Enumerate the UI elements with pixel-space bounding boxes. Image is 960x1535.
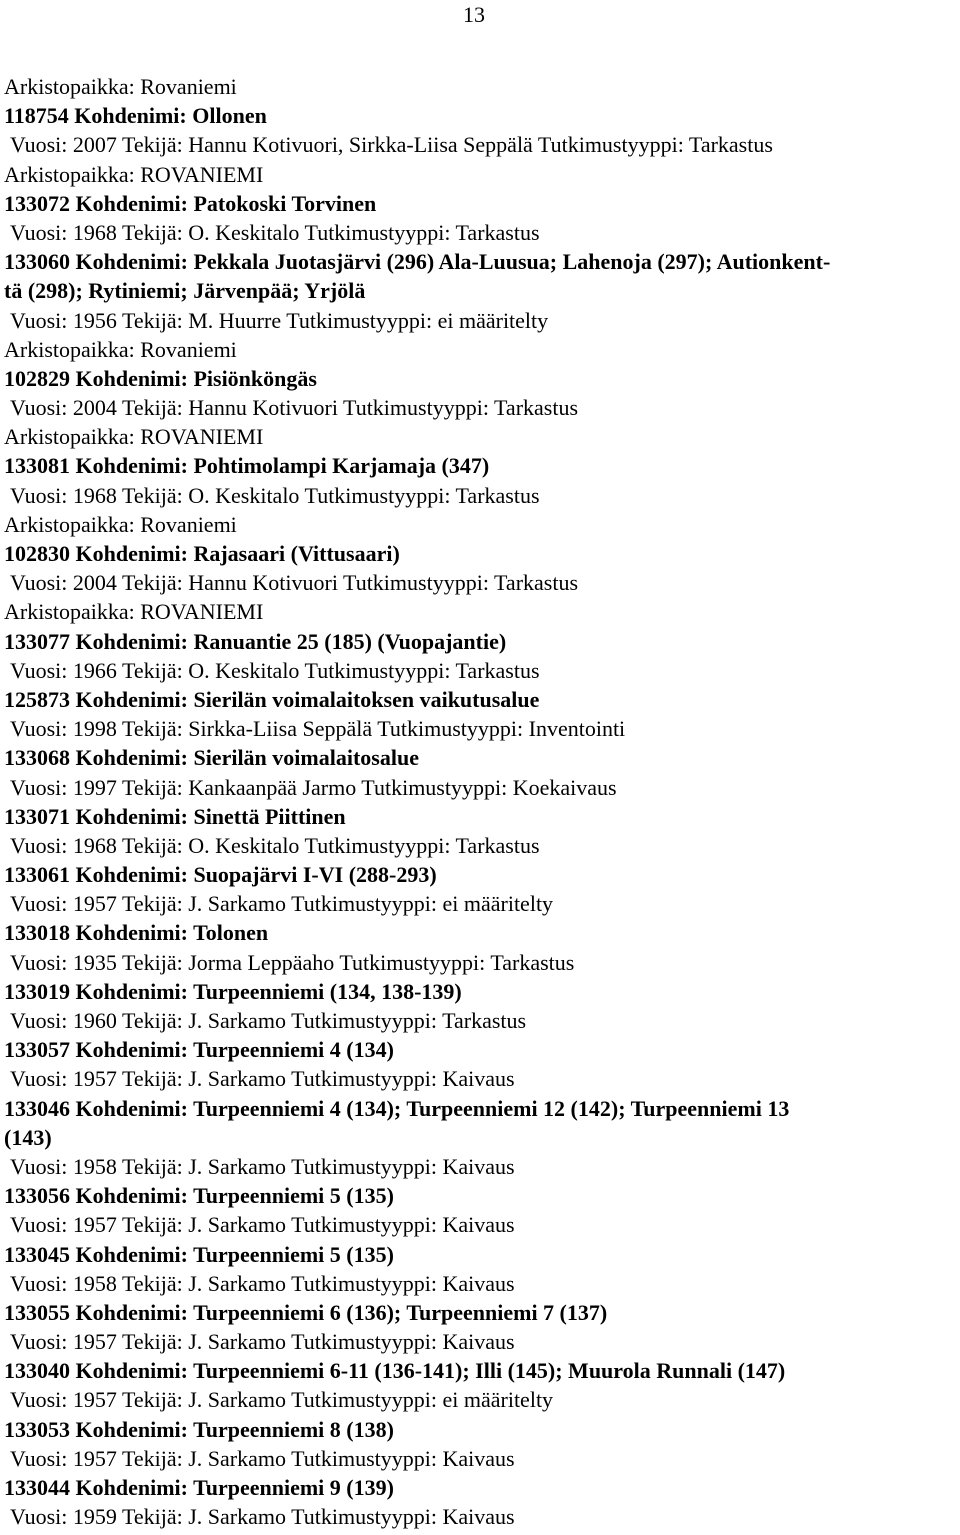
record-title: 133040 Kohdenimi: Turpeenniemi 6-11 (136-141); Illi (145); Muurola Runnali (147): [4, 1358, 786, 1384]
record-title: 133056 Kohdenimi: Turpeenniemi 5 (135): [4, 1183, 394, 1209]
record-meta: Vuosi: 1958 Tekijä: J. Sarkamo Tutkimustyyppi: Kaivaus: [10, 1270, 515, 1296]
record-title: 133081 Kohdenimi: Pohtimolampi Karjamaja (347): [4, 453, 490, 479]
archive-location: Arkistopaikka: ROVANIEMI: [4, 161, 264, 187]
record-title: 102830 Kohdenimi: Rajasaari (Vittusaari): [4, 541, 400, 566]
record-title: 133019 Kohdenimi: Turpeenniemi (134, 138-139): [4, 978, 462, 1004]
record-title: 133044 Kohdenimi: Turpeenniemi 9 (139): [4, 1475, 394, 1500]
record-meta: Vuosi: 1960 Tekijä: J. Sarkamo Tutkimustyyppi: Tarkastus: [10, 1008, 527, 1033]
record-meta: Vuosi: 2004 Tekijä: Hannu Kotivuori Tutkimustyyppi: Tarkastus: [10, 395, 579, 421]
record-title: 133055 Kohdenimi: Turpeenniemi 6 (136); Turpeenniemi 7 (137): [4, 1299, 608, 1325]
archive-location: Arkistopaikka: Rovaniemi: [4, 74, 237, 99]
archive-location: Arkistopaikka: ROVANIEMI: [4, 424, 264, 450]
record-title: 133071 Kohdenimi: Sinettä Piittinen: [4, 803, 346, 829]
record-title: 118754 Kohdenimi: Ollonen: [4, 103, 267, 129]
record-title: 133057 Kohdenimi: Turpeenniemi 4 (134): [4, 1037, 394, 1063]
record-meta: Vuosi: 1957 Tekijä: J. Sarkamo Tutkimustyyppi: Kaivaus: [10, 1066, 515, 1092]
record-meta: Vuosi: 1968 Tekijä: O. Keskitalo Tutkimustyyppi: Tarkastus: [10, 482, 540, 508]
record-meta: Vuosi: 1959 Tekijä: J. Sarkamo Tutkimustyyppi: Kaivaus: [10, 1504, 515, 1530]
record-list: [0, 72, 960, 1531]
record-meta: Vuosi: 1957 Tekijä: J. Sarkamo Tutkimustyyppi: Kaivaus: [10, 1212, 515, 1238]
archive-location: Arkistopaikka: Rovaniemi: [4, 511, 237, 537]
record-title: 125873 Kohdenimi: Sierilän voimalaitoksen vaikutusalue: [4, 686, 540, 712]
record-title: 133018 Kohdenimi: Tolonen: [4, 920, 269, 946]
record-title: 133060 Kohdenimi: Pekkala Juotasjärvi (296) Ala-Luusua; Lahenoja (297); Autionkent-: [4, 249, 831, 275]
record-title: 102829 Kohdenimi: Pisiönköngäs: [4, 365, 317, 391]
record-title: 133045 Kohdenimi: Turpeenniemi 5 (135): [4, 1241, 394, 1267]
record-title: tä (298); Rytiniemi; Järvenpää; Yrjölä: [4, 278, 366, 304]
record-meta: Vuosi: 2007 Tekijä: Hannu Kotivuori, Sirkka-Liisa Seppälä Tutkimustyyppi: Tarkastus: [10, 132, 773, 158]
record-meta: Vuosi: 1957 Tekijä: J. Sarkamo Tutkimustyyppi: ei määritelty: [10, 891, 554, 917]
record-title: 133068 Kohdenimi: Sierilän voimalaitosalue: [4, 745, 419, 771]
archive-location: Arkistopaikka: ROVANIEMI: [4, 599, 264, 625]
page-number: 13: [463, 2, 485, 27]
record-title: 133072 Kohdenimi: Patokoski Torvinen: [4, 190, 377, 216]
record-title: 133053 Kohdenimi: Turpeenniemi 8 (138): [4, 1416, 394, 1442]
record-meta: Vuosi: 1997 Tekijä: Kankaanpää Jarmo Tutkimustyyppi: Koekaivaus: [10, 774, 617, 800]
record-meta: Vuosi: 1968 Tekijä: O. Keskitalo Tutkimustyyppi: Tarkastus: [10, 832, 540, 858]
record-meta: Vuosi: 1968 Tekijä: O. Keskitalo Tutkimustyyppi: Tarkastus: [10, 219, 540, 245]
record-title: 133061 Kohdenimi: Suopajärvi I-VI (288-293): [4, 862, 437, 888]
record-meta: Vuosi: 1957 Tekijä: J. Sarkamo Tutkimustyyppi: ei määritelty: [10, 1387, 554, 1413]
record-title: 133077 Kohdenimi: Ranuantie 25 (185) (Vuopajantie): [4, 628, 507, 654]
record-meta: Vuosi: 2004 Tekijä: Hannu Kotivuori Tutkimustyyppi: Tarkastus: [10, 570, 579, 596]
record-meta: Vuosi: 1957 Tekijä: J. Sarkamo Tutkimustyyppi: Kaivaus: [10, 1445, 515, 1471]
record-meta: Vuosi: 1957 Tekijä: J. Sarkamo Tutkimustyyppi: Kaivaus: [10, 1329, 515, 1355]
record-meta: Vuosi: 1966 Tekijä: O. Keskitalo Tutkimustyyppi: Tarkastus: [10, 657, 540, 683]
record-meta: Vuosi: 1958 Tekijä: J. Sarkamo Tutkimustyyppi: Kaivaus: [10, 1153, 515, 1179]
archive-location: Arkistopaikka: Rovaniemi: [4, 336, 237, 362]
record-title: 133046 Kohdenimi: Turpeenniemi 4 (134); Turpeenniemi 12 (142); Turpeenniemi 13: [4, 1095, 790, 1121]
record-meta: Vuosi: 1935 Tekijä: Jorma Leppäaho Tutkimustyyppi: Tarkastus: [10, 949, 575, 975]
record-meta: Vuosi: 1956 Tekijä: M. Huurre Tutkimustyyppi: ei määritelty: [10, 307, 549, 333]
record-meta: Vuosi: 1998 Tekijä: Sirkka-Liisa Seppälä Tutkimustyyppi: Inventointi: [10, 716, 626, 742]
record-title: (143): [4, 1124, 52, 1150]
